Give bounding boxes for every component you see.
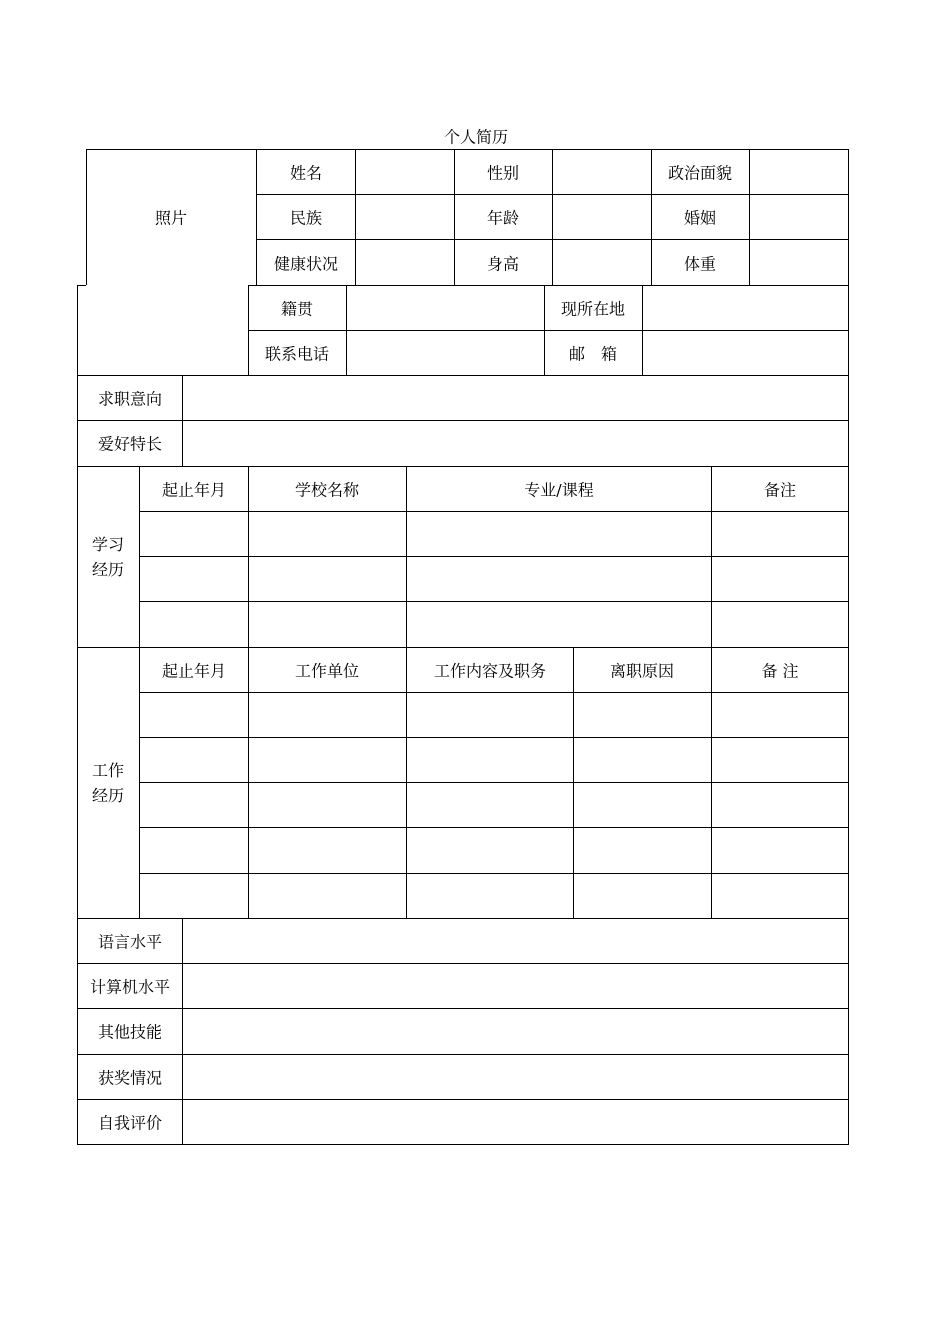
health-field[interactable] bbox=[357, 241, 453, 284]
label-gender: 性别 bbox=[486, 163, 520, 183]
work-header-duties: 工作内容及职务 bbox=[433, 661, 547, 681]
label-ethnicity: 民族 bbox=[289, 208, 323, 228]
self-evaluation-field[interactable] bbox=[184, 1101, 847, 1143]
label-phone: 联系电话 bbox=[264, 344, 330, 364]
work-cell[interactable] bbox=[408, 875, 572, 917]
label-other-skills: 其他技能 bbox=[97, 1022, 163, 1042]
work-cell[interactable] bbox=[713, 739, 847, 781]
job-intention-field[interactable] bbox=[184, 377, 847, 419]
work-cell[interactable] bbox=[141, 694, 247, 736]
name-field[interactable] bbox=[357, 151, 453, 193]
ethnicity-field[interactable] bbox=[357, 196, 453, 238]
language-field[interactable] bbox=[184, 920, 847, 962]
marital-field[interactable] bbox=[751, 196, 847, 238]
weight-field[interactable] bbox=[751, 241, 847, 284]
work-cell[interactable] bbox=[713, 829, 847, 872]
work-cell[interactable] bbox=[141, 875, 247, 917]
work-cell[interactable] bbox=[575, 739, 710, 781]
edu-cell[interactable] bbox=[713, 513, 847, 555]
label-age: 年龄 bbox=[486, 208, 520, 228]
work-section-line2: 经历 bbox=[91, 786, 125, 805]
label-awards: 获奖情况 bbox=[97, 1068, 163, 1088]
work-cell[interactable] bbox=[575, 875, 710, 917]
work-cell[interactable] bbox=[408, 739, 572, 781]
work-cell[interactable] bbox=[250, 829, 405, 872]
label-political: 政治面貌 bbox=[667, 163, 733, 183]
edu-cell[interactable] bbox=[408, 603, 710, 646]
edu-header-major: 专业/课程 bbox=[524, 480, 594, 500]
label-computer: 计算机水平 bbox=[89, 977, 171, 997]
native-place-field[interactable] bbox=[348, 287, 543, 329]
work-cell[interactable] bbox=[408, 784, 572, 826]
political-field[interactable] bbox=[751, 151, 847, 193]
label-language: 语言水平 bbox=[97, 932, 163, 952]
edu-cell[interactable] bbox=[141, 603, 247, 646]
work-cell[interactable] bbox=[141, 784, 247, 826]
work-cell[interactable] bbox=[575, 829, 710, 872]
label-self-evaluation: 自我评价 bbox=[97, 1113, 163, 1133]
email-field[interactable] bbox=[644, 332, 847, 374]
edu-cell[interactable] bbox=[141, 558, 247, 600]
label-email: 邮 箱 bbox=[568, 344, 618, 364]
work-cell[interactable] bbox=[141, 829, 247, 872]
edu-cell[interactable] bbox=[408, 513, 710, 555]
work-cell[interactable] bbox=[141, 739, 247, 781]
edu-header-notes: 备注 bbox=[763, 480, 797, 500]
page-title: 个人简历 bbox=[443, 127, 509, 147]
age-field[interactable] bbox=[554, 196, 650, 238]
work-cell[interactable] bbox=[408, 829, 572, 872]
education-section-line1: 学习 bbox=[91, 535, 125, 554]
edu-cell[interactable] bbox=[713, 603, 847, 646]
edu-cell[interactable] bbox=[141, 513, 247, 555]
gender-field[interactable] bbox=[554, 151, 650, 193]
work-cell[interactable] bbox=[250, 694, 405, 736]
label-native-place: 籍贯 bbox=[280, 299, 314, 319]
label-weight: 体重 bbox=[683, 254, 717, 274]
label-name: 姓名 bbox=[289, 163, 323, 183]
label-health: 健康状况 bbox=[273, 254, 339, 274]
hobbies-field[interactable] bbox=[184, 422, 847, 465]
work-cell[interactable] bbox=[713, 784, 847, 826]
height-field[interactable] bbox=[554, 241, 650, 284]
edu-cell[interactable] bbox=[250, 558, 405, 600]
edu-cell[interactable] bbox=[250, 513, 405, 555]
work-header-reason: 离职原因 bbox=[609, 661, 675, 681]
label-hobbies: 爱好特长 bbox=[97, 434, 163, 454]
work-cell[interactable] bbox=[250, 784, 405, 826]
work-section-label bbox=[92, 758, 124, 808]
work-header-notes: 备 注 bbox=[761, 661, 799, 681]
label-job-intention: 求职意向 bbox=[97, 389, 163, 409]
education-section-label bbox=[92, 532, 124, 582]
label-current-location: 现所在地 bbox=[560, 299, 626, 319]
work-cell[interactable] bbox=[713, 694, 847, 736]
computer-field[interactable] bbox=[184, 965, 847, 1007]
education-section-line2: 经历 bbox=[91, 560, 125, 579]
edu-header-school: 学校名称 bbox=[294, 480, 360, 500]
edu-cell[interactable] bbox=[250, 603, 405, 646]
work-cell[interactable] bbox=[250, 875, 405, 917]
work-cell[interactable] bbox=[575, 694, 710, 736]
phone-field[interactable] bbox=[348, 332, 543, 374]
work-section-line1: 工作 bbox=[91, 761, 125, 780]
work-cell[interactable] bbox=[250, 739, 405, 781]
current-location-field[interactable] bbox=[644, 287, 847, 329]
edu-header-period: 起止年月 bbox=[161, 480, 227, 500]
other-skills-field[interactable] bbox=[184, 1010, 847, 1053]
label-marital: 婚姻 bbox=[683, 208, 717, 228]
photo-label: 照片 bbox=[154, 208, 188, 228]
work-header-employer: 工作单位 bbox=[294, 661, 360, 681]
work-cell[interactable] bbox=[713, 875, 847, 917]
work-cell[interactable] bbox=[575, 784, 710, 826]
work-cell[interactable] bbox=[408, 694, 572, 736]
awards-field[interactable] bbox=[184, 1056, 847, 1098]
edu-cell[interactable] bbox=[713, 558, 847, 600]
label-height: 身高 bbox=[486, 254, 520, 274]
edu-cell[interactable] bbox=[408, 558, 710, 600]
work-header-period: 起止年月 bbox=[161, 661, 227, 681]
